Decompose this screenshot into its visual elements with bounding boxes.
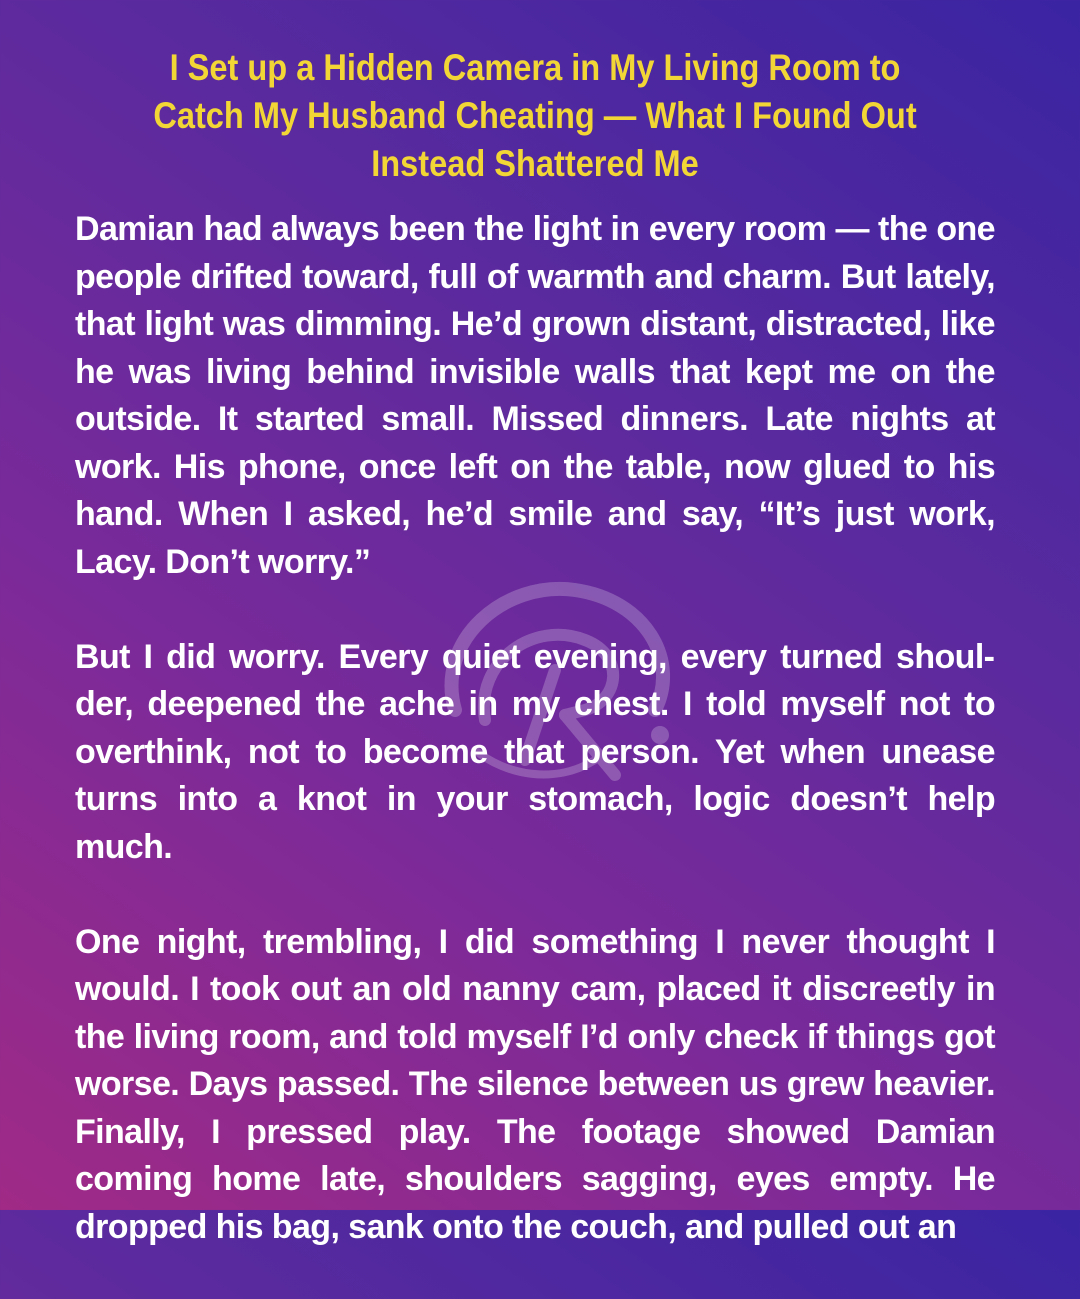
article-title-line: I Set up a Hidden Camera in My Living Room to (169, 47, 901, 88)
article-paragraph: Damian had always been the light in every room — the one people drifted toward, full of warmth and charm. But lately, that light was dimming. He’d grown distant, distracted, like he was living behind invisible walls that kept me on the outside. It started small. Missed dinners. Late nights at work. His phone, once left on the table, now glued to his hand. When I asked, he’d smile and say, “It’s just work, Lacy. Don’t worry.” (75, 210, 995, 581)
article-title (130, 44, 940, 188)
article-title-line: Catch My Husband Cheating — What I Found Out (153, 95, 917, 136)
article-paragraph: One night, trembling, I did something I never thought I would. I took out an old nanny cam, placed it discreetly in the living room, and told myself I’d only check if things got worse. Days passed. The silence between us grew heavier. Finally, I pressed play. The footage showed Damian coming home late, shoulders sagging, eyes empty. He dropped his bag, sank onto the couch, and pulled out an (75, 922, 995, 1246)
article-paragraph: But I did worry. Every quiet evening, every turned shoulder, deepened the ache in my chest. I told myself not to overthink, not to become that person. Yet when unease turns into a knot in your stomach, logic doesn’t help much. (75, 637, 995, 866)
article-title-line: Instead Shattered Me (371, 143, 699, 184)
article (75, 44, 995, 1299)
